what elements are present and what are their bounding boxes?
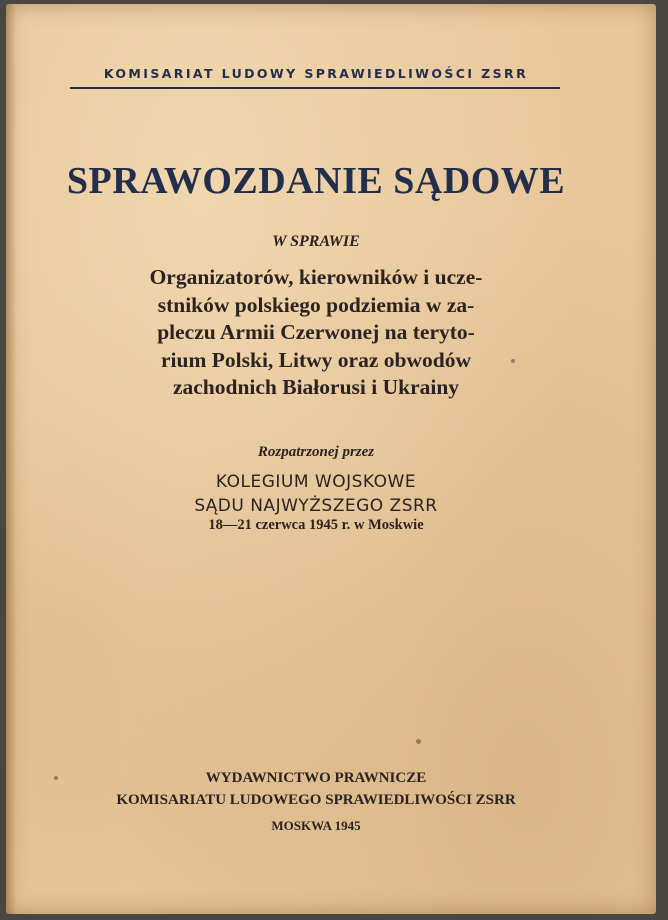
case-description-line: pleczu Armii Czerwonej na teryto- — [157, 320, 475, 344]
court-name — [126, 470, 506, 518]
trial-date-place: 18—21 czerwca 1945 r. w Moskwie — [208, 517, 424, 533]
imprint-line1: WYDAWNICTWO PRAWNICZE — [205, 770, 427, 786]
case-description-line: stników polskiego podziemia w za- — [157, 292, 475, 317]
paper-speck — [416, 739, 421, 744]
paper-speck — [511, 359, 515, 363]
case-description-line: Organizatorów, kierowników i ucze- — [149, 265, 483, 289]
imprint — [46, 767, 586, 837]
main-title: SPRAWOZDANIE SĄDOWE — [66, 160, 566, 202]
header-publisher-line: KOMISARIAT LUDOWY SPRAWIEDLIWOŚCI ZSRR — [103, 66, 529, 81]
court-name-line2: SĄDU NAJWYŻSZEGO ZSRR — [194, 496, 438, 516]
paper-speck — [54, 776, 58, 780]
cover-spine-shadow — [6, 4, 16, 914]
case-description-line: rium Polski, Litwy oraz obwodów — [161, 347, 471, 372]
case-description — [66, 264, 566, 402]
book-cover — [6, 4, 656, 914]
court-name-line1: KOLEGIUM WOJSKOWE — [215, 472, 417, 492]
case-description-line: zachodnich Białorusi i Ukrainy — [172, 375, 460, 399]
imprint-line2: KOMISARIATU LUDOWEGO SPRAWIEDLIWOŚCI ZSRR — [116, 792, 516, 808]
imprint-city-year: MOSKWA 1945 — [271, 818, 361, 833]
header-rule — [70, 87, 560, 89]
court-intro: Rozpatrzonej przez — [257, 444, 375, 460]
subtitle: W SPRAWIE — [272, 233, 360, 250]
